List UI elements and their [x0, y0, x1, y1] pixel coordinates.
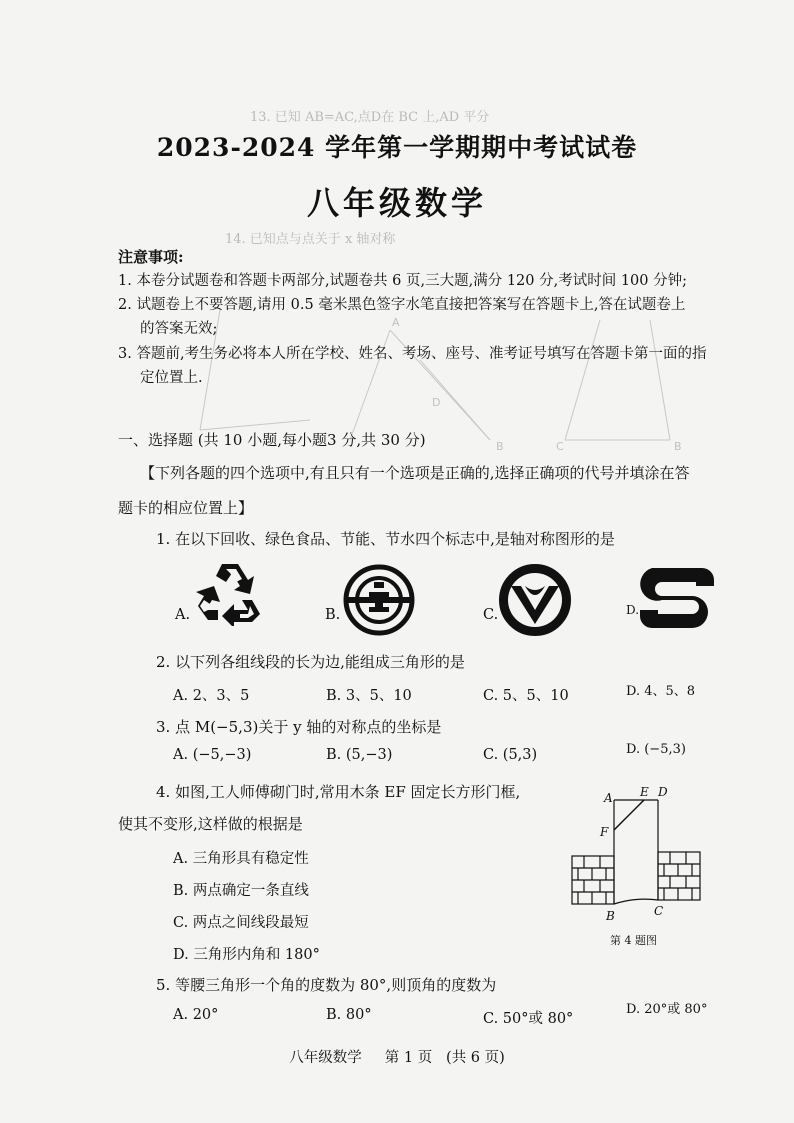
q5-option-c: C. 50°或 80°: [483, 1011, 574, 1027]
notice-item: 3. 答题前,考生务必将本人所在学校、姓名、考场、座号、准考证号填写在答题卡第一面的指: [118, 346, 707, 362]
figure-caption: 第 4 题图: [610, 934, 657, 947]
q1-option-c: C.: [483, 607, 499, 623]
bleed-label: B: [674, 440, 682, 450]
q4-option-a: A. 三角形具有稳定性: [173, 851, 309, 867]
bleed-through-text: 14. 已知点与点关于 x 轴对称: [225, 232, 396, 247]
notice-heading: 注意事项:: [118, 248, 184, 266]
q4-option-b: B. 两点确定一条直线: [173, 883, 309, 899]
q4-option-c: C. 两点之间线段最短: [173, 915, 309, 931]
footer-page: 第 1 页: [384, 1050, 433, 1066]
section-instruction: 题卡的相应位置上】: [118, 499, 254, 517]
q5-option-d: D. 20°或 80°: [626, 1002, 708, 1017]
q4-option-d: D. 三角形内角和 180°: [173, 947, 320, 963]
recycle-icon: [192, 560, 268, 626]
figure-label-b: B: [606, 909, 615, 923]
q3-option-c: C. (5,3): [483, 747, 538, 763]
footer-subject: 八年级数学: [289, 1050, 362, 1066]
notice-item: 2. 试题卷上不要答题,请用 0.5 毫米黑色签字水笔直接把答案写在答题卡上,答在试题卷上: [118, 297, 686, 313]
question-1-stem: 1. 在以下回收、绿色食品、节能、节水四个标志中,是轴对称图形的是: [156, 530, 615, 548]
section-heading: 一、选择题 (共 10 小题,每小题3 分,共 30 分): [118, 431, 426, 449]
bleed-through-text: 13. 已知 AB=AC,点D在 BC 上,AD 平分: [250, 110, 490, 125]
q3-option-b: B. (5,−3): [326, 747, 393, 763]
question-4-stem: 使其不变形,这样做的根据是: [118, 815, 303, 833]
q1-option-b: B.: [325, 607, 341, 623]
figure-label-e: E: [640, 785, 649, 799]
question-5-stem: 5. 等腰三角形一个角的度数为 80°,则顶角的度数为: [156, 976, 497, 994]
q2-option-a: A. 2、3、5: [173, 688, 250, 704]
bleed-label: A: [392, 316, 400, 329]
q1-option-a: A.: [175, 607, 191, 623]
exam-subtitle: 八年级数学: [306, 184, 487, 222]
green-food-icon: [499, 564, 571, 636]
q3-option-d: D. (−5,3): [626, 742, 686, 757]
page-footer: [0, 1046, 794, 1067]
question-2-stem: 2. 以下列各组线段的长为边,能组成三角形的是: [156, 653, 465, 671]
figure-label-c: C: [654, 904, 664, 918]
notice-item: 1. 本卷分试题卷和答题卡两部分,试题卷共 6 页,三大题,满分 120 分,考试时间 100 分钟;: [118, 273, 687, 289]
bleed-label: C: [556, 440, 564, 450]
q5-option-b: B. 80°: [326, 1007, 372, 1023]
section-instruction: 【下列各题的四个选项中,有且只有一个选项是正确的,选择正确项的代号并填涂在答: [140, 464, 690, 482]
q2-option-b: B. 3、5、10: [326, 688, 412, 704]
door-frame-figure: [566, 782, 706, 952]
notice-item: 定位置上.: [140, 370, 203, 386]
footer-total: (共 6 页): [446, 1050, 505, 1066]
water-saving-icon: [638, 566, 716, 630]
question-4-stem: 4. 如图,工人师傅砌门时,常用木条 EF 固定长方形门框,: [156, 783, 521, 801]
figure-label-f: F: [600, 825, 609, 839]
q3-option-a: A. (−5,−3): [173, 747, 252, 763]
q2-option-c: C. 5、5、10: [483, 688, 569, 704]
q1-option-d: D.: [626, 603, 640, 617]
energy-saving-icon: [343, 564, 415, 636]
question-3-stem: 3. 点 M(−5,3)关于 y 轴的对称点的坐标是: [156, 718, 442, 736]
bleed-label: B: [496, 440, 504, 450]
figure-label-a: A: [604, 791, 613, 805]
bleed-through-figures: [160, 300, 700, 450]
q5-option-a: A. 20°: [173, 1007, 219, 1023]
q2-option-d: D. 4、5、8: [626, 684, 696, 699]
notice-item: 的答案无效;: [140, 321, 218, 337]
bleed-label: D: [432, 396, 441, 409]
figure-label-d: D: [658, 785, 668, 799]
exam-title: 2023-2024 学年第一学期期中考试试卷: [156, 133, 638, 162]
